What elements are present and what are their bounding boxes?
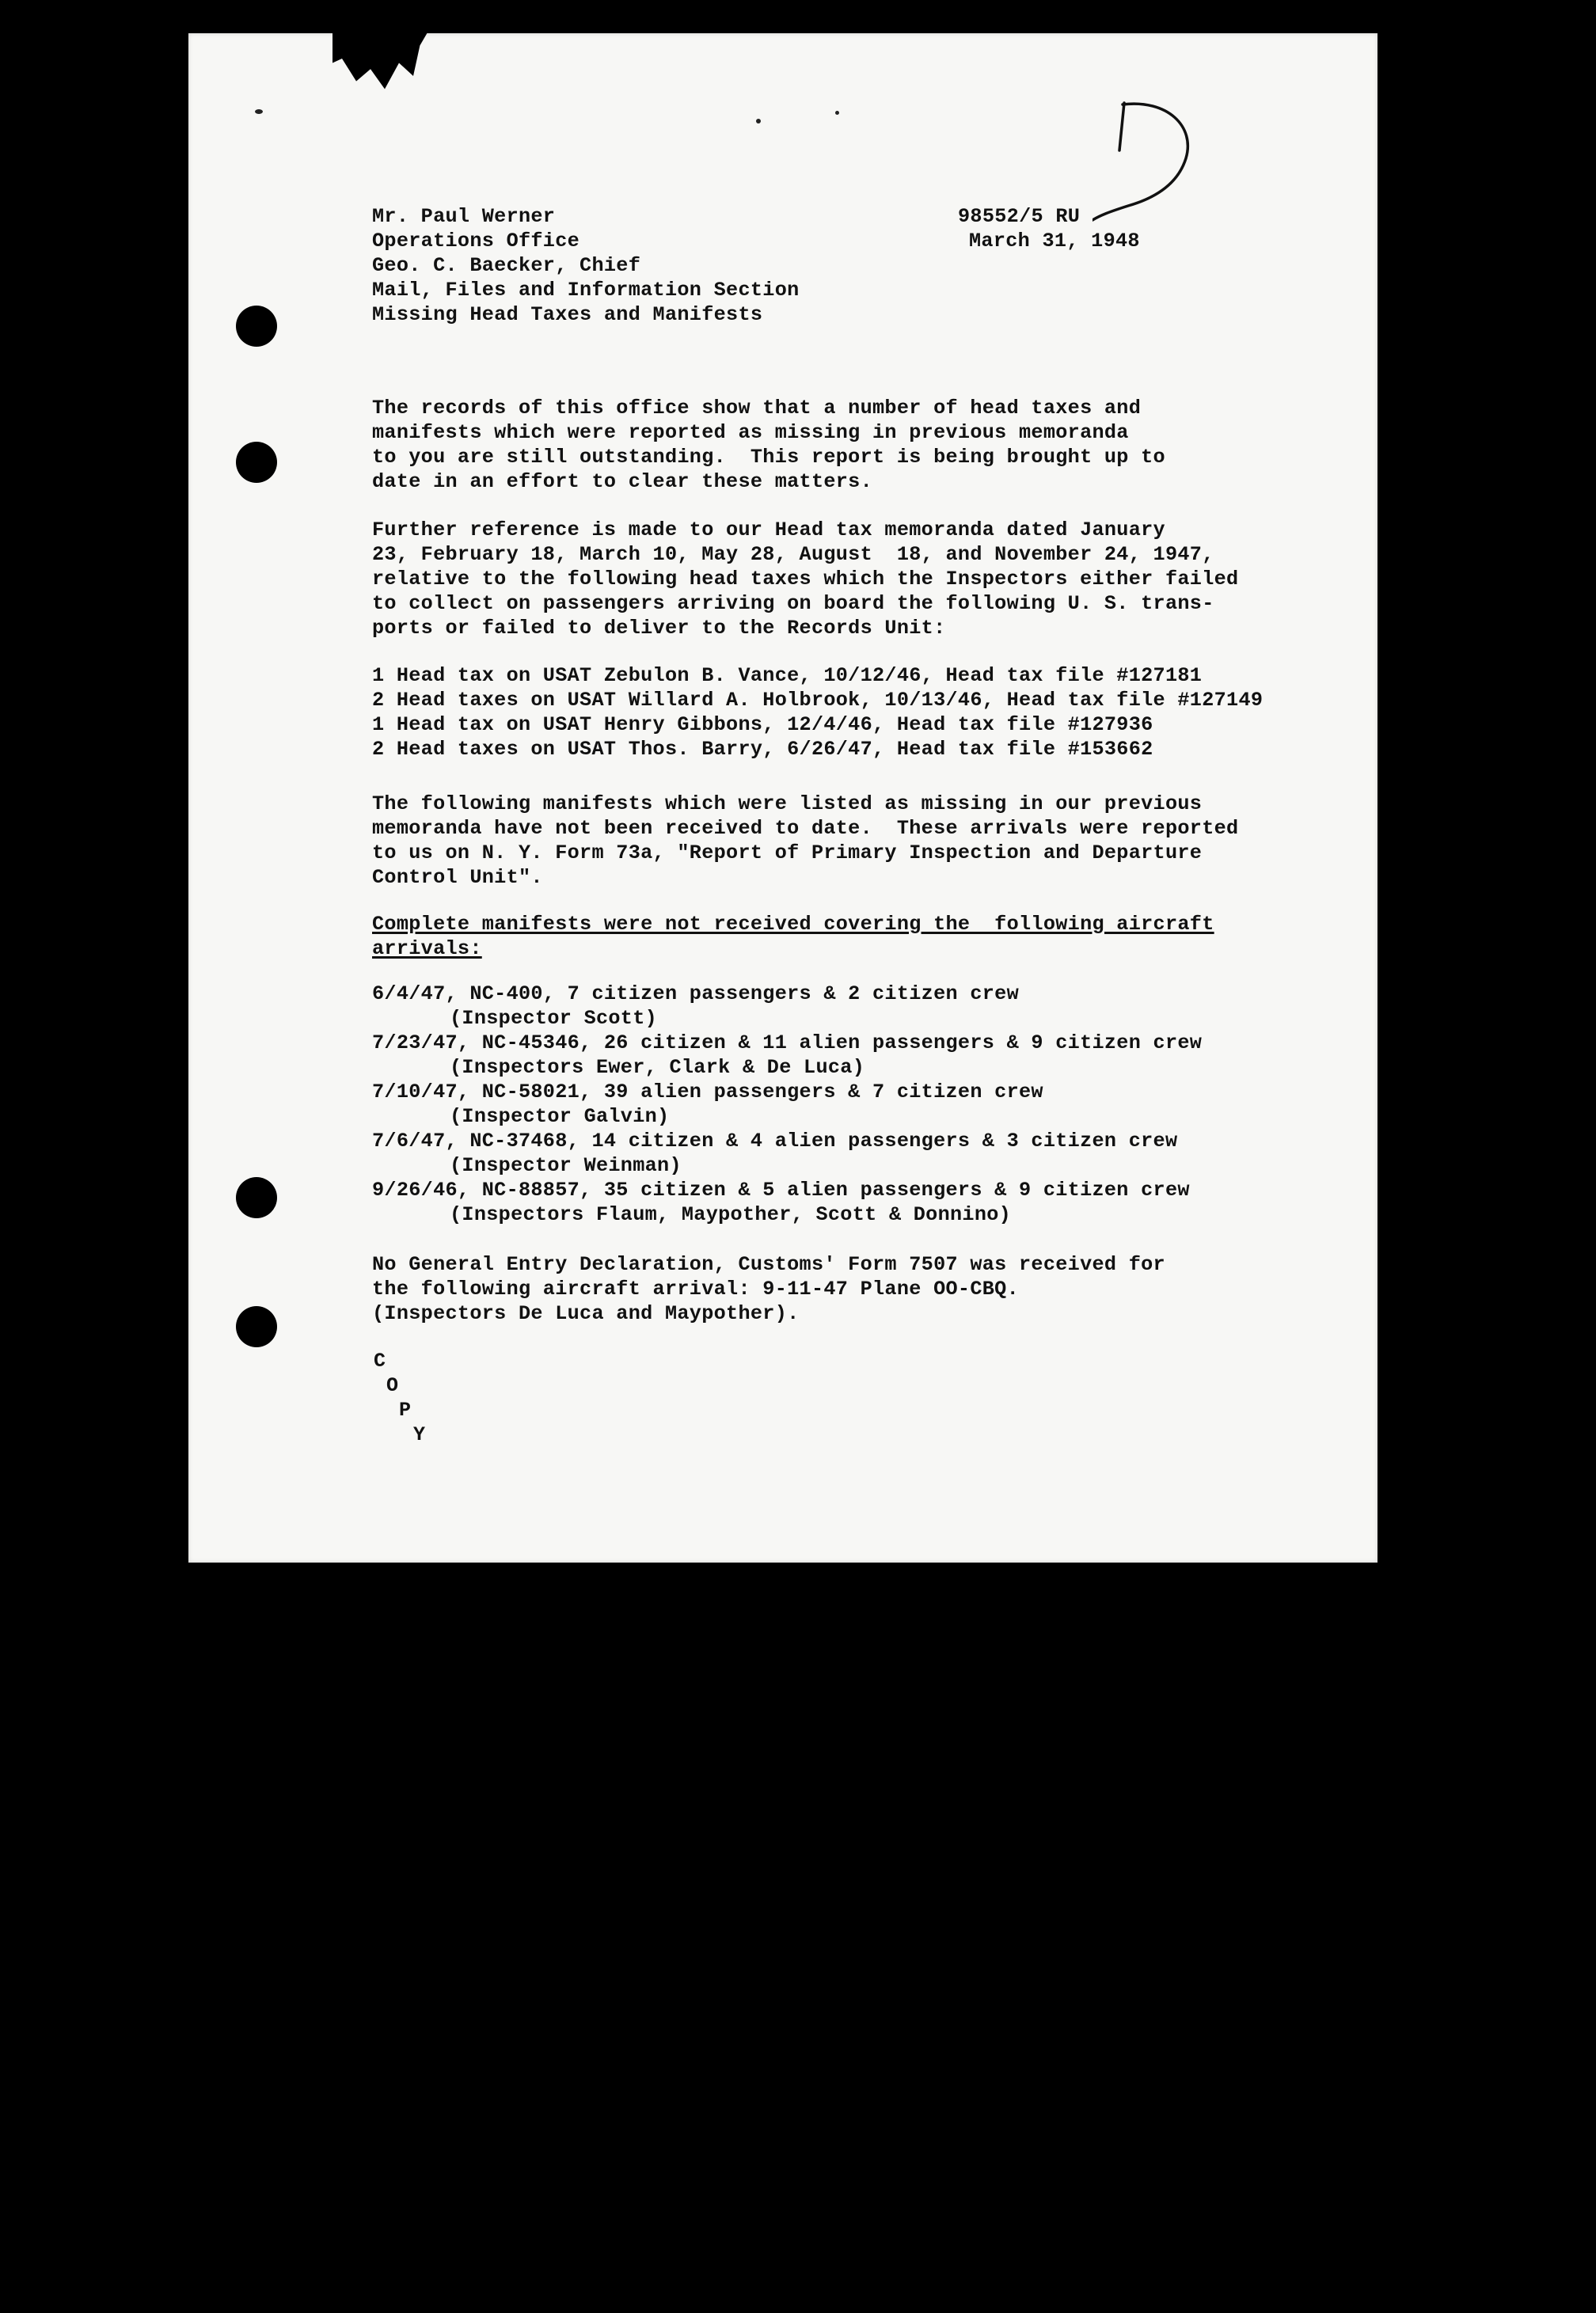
punch-hole [236,1306,277,1347]
arrival-entry: 7/10/47, NC-58021, 39 alien passengers & 7 citizen crew [372,1081,1043,1103]
paragraph-line: memoranda have not been received to date. These arrivals were reported [372,817,1239,840]
paragraph-line: Control Unit". [372,866,543,889]
copy-letter: C [374,1350,386,1373]
arrival-entry: 7/6/47, NC-37468, 14 citizen & 4 alien passengers & 3 citizen crew [372,1130,1178,1153]
copy-letter: Y [413,1423,426,1446]
sender-section: Mail, Files and Information Section [372,279,800,302]
handwritten-mark [1092,95,1203,237]
ink-speck [756,119,761,123]
arrival-entry: 9/26/46, NC-88857, 35 citizen & 5 alien passengers & 9 citizen crew [372,1179,1190,1202]
heading-line: Complete manifests were not received covering the following aircraft [372,913,1214,936]
letter-date: March 31, 1948 [969,230,1140,253]
paragraph-line: 23, February 18, March 10, May 28, August 18, and November 24, 1947, [372,543,1214,566]
copy-letter: O [386,1374,399,1397]
arrival-inspectors: (Inspector Scott) [450,1007,658,1030]
paragraph-line: No General Entry Declaration, Customs' Form 7507 was received for [372,1253,1165,1276]
paragraph-line: manifests which were reported as missing in previous memoranda [372,421,1129,444]
list-item: 2 Head taxes on USAT Thos. Barry, 6/26/47, Head tax file #153662 [372,738,1153,761]
addressee-name: Mr. Paul Werner [372,205,556,228]
paragraph-line: The following manifests which were listed as missing in our previous [372,792,1203,815]
arrival-inspectors: (Inspectors Ewer, Clark & De Luca) [450,1056,865,1079]
paragraph-line: the following aircraft arrival: 9-11-47 Plane OO-CBQ. [372,1278,1019,1301]
paragraph-line: to you are still outstanding. This report is being brought up to [372,446,1165,469]
punch-hole [236,306,277,347]
arrival-inspectors: (Inspector Weinman) [450,1154,682,1177]
list-item: 1 Head tax on USAT Henry Gibbons, 12/4/46, Head tax file #127936 [372,713,1153,736]
list-item: 2 Head taxes on USAT Willard A. Holbrook, 10/13/46, Head tax file #127149 [372,689,1264,712]
list-item: 1 Head tax on USAT Zebulon B. Vance, 10/12/46, Head tax file #127181 [372,664,1203,687]
arrival-entry: 6/4/47, NC-400, 7 citizen passengers & 2 citizen crew [372,982,1019,1005]
heading-line: arrivals: [372,937,482,960]
arrival-inspectors: (Inspectors Flaum, Maypother, Scott & Donnino) [450,1203,1012,1226]
paragraph-line: The records of this office show that a number of head taxes and [372,397,1142,420]
paragraph-line: relative to the following head taxes which the Inspectors either failed [372,568,1239,591]
paragraph-line: to us on N. Y. Form 73a, "Report of Primary Inspection and Departure [372,841,1203,864]
paragraph-line: ports or failed to deliver to the Records Unit: [372,617,946,640]
addressee-office: Operations Office [372,230,580,253]
paragraph-line: to collect on passengers arriving on board the following U. S. trans- [372,592,1214,615]
punch-hole [236,1177,277,1218]
paragraph-line: date in an effort to clear these matters. [372,470,873,493]
ink-speck [835,111,839,115]
ink-speck [255,109,263,114]
arrival-entry: 7/23/47, NC-45346, 26 citizen & 11 alien passengers & 9 citizen crew [372,1031,1203,1054]
file-number: 98552/5 RU [958,205,1081,228]
copy-letter: P [399,1399,412,1422]
subject-line: Missing Head Taxes and Manifests [372,303,763,326]
paragraph-line: Further reference is made to our Head tax memoranda dated January [372,518,1165,541]
paragraph-line: (Inspectors De Luca and Maypother). [372,1302,800,1325]
arrival-inspectors: (Inspector Galvin) [450,1105,670,1128]
punch-hole [236,442,277,483]
sender-name: Geo. C. Baecker, Chief [372,254,641,277]
